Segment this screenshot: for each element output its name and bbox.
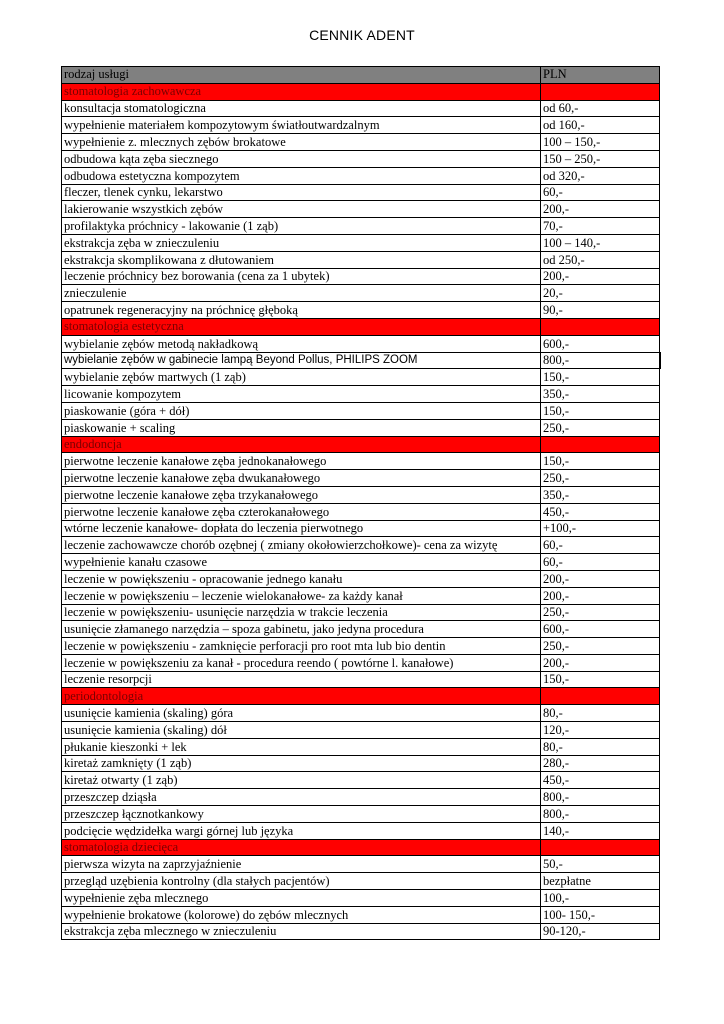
service-name: usunięcie kamienia (skaling) góra xyxy=(62,705,541,722)
table-row xyxy=(62,486,660,503)
service-name: wypełnienie zęba mlecznego xyxy=(62,890,541,907)
service-name: konsultacja stomatologiczna xyxy=(62,100,541,117)
table-row xyxy=(62,621,660,638)
service-price: bezpłatne xyxy=(541,873,660,890)
service-price: 800,- xyxy=(541,352,660,369)
table-row xyxy=(62,587,660,604)
table-row xyxy=(62,705,660,722)
table-row xyxy=(62,654,660,671)
service-price: 100 – 150,- xyxy=(541,134,660,151)
table-row xyxy=(62,184,660,201)
service-price: 450,- xyxy=(541,772,660,789)
service-name: kiretaż otwarty (1 ząb) xyxy=(62,772,541,789)
table-row xyxy=(62,285,660,302)
section-title: stomatologia estetyczna xyxy=(62,318,541,335)
section-header-row xyxy=(62,318,660,335)
service-name: płukanie kieszonki + lek xyxy=(62,738,541,755)
service-price: 100- 150,- xyxy=(541,906,660,923)
section-header-row xyxy=(62,839,660,856)
service-price: 150,- xyxy=(541,369,660,386)
service-name: pierwotne leczenie kanałowe zęba trzykanałowego xyxy=(62,486,541,503)
service-name: ekstrakcja zęba mlecznego w znieczuleniu xyxy=(62,923,541,940)
service-name: wybielanie zębów martwych (1 ząb) xyxy=(62,369,541,386)
service-name: usunięcie kamienia (skaling) dół xyxy=(62,722,541,739)
service-price: 150,- xyxy=(541,453,660,470)
table-header-row xyxy=(62,67,660,84)
table-row xyxy=(62,554,660,571)
table-row xyxy=(62,906,660,923)
table-row xyxy=(62,402,660,419)
service-name: wypełnienie z. mlecznych zębów brokatowe xyxy=(62,134,541,151)
table-row xyxy=(62,251,660,268)
service-name: przeszczep łącznotkankowy xyxy=(62,806,541,823)
table-row xyxy=(62,873,660,890)
service-name: kiretaż zamknięty (1 ząb) xyxy=(62,755,541,772)
table-row xyxy=(62,150,660,167)
table-row xyxy=(62,302,660,319)
table-row xyxy=(62,772,660,789)
service-price: 800,- xyxy=(541,789,660,806)
service-name: piaskowanie + scaling xyxy=(62,419,541,436)
service-name: leczenie w powiększeniu - zamknięcie perforacji pro root mta lub bio dentin xyxy=(62,638,541,655)
service-price: 60,- xyxy=(541,537,660,554)
section-title: stomatologia dziecięca xyxy=(62,839,541,856)
table-row xyxy=(62,268,660,285)
service-name: leczenie w powiększeniu za kanał - procedura reendo ( powtórne l. kanałowe) xyxy=(62,654,541,671)
table-row xyxy=(62,453,660,470)
price-column-header: PLN xyxy=(541,67,660,84)
table-row xyxy=(62,335,660,352)
table-row xyxy=(62,218,660,235)
table-row xyxy=(62,738,660,755)
service-name: leczenie w powiększeniu – leczenie wielokanałowe- za każdy kanał xyxy=(62,587,541,604)
price-table xyxy=(61,66,661,940)
service-name: pierwotne leczenie kanałowe zęba dwukanałowego xyxy=(62,470,541,487)
service-name: fleczer, tlenek cynku, lekarstwo xyxy=(62,184,541,201)
service-price: 200,- xyxy=(541,268,660,285)
table-row xyxy=(62,134,660,151)
service-name: leczenie zachowawcze chorób ozębnej ( zmiany okołowierzchołkowe)- cena za wizytę xyxy=(62,537,541,554)
table-row xyxy=(62,470,660,487)
table-row xyxy=(62,352,660,369)
service-name: profilaktyka próchnicy - lakowanie (1 ząb) xyxy=(62,218,541,235)
service-name: wybielanie zębów metodą nakładkową xyxy=(62,335,541,352)
table-row xyxy=(62,100,660,117)
service-name: ekstrakcja zęba w znieczuleniu xyxy=(62,234,541,251)
section-price-cell xyxy=(541,83,660,100)
service-name: piaskowanie (góra + dół) xyxy=(62,402,541,419)
table-row xyxy=(62,537,660,554)
service-name: wypełnienie kanału czasowe xyxy=(62,554,541,571)
table-row xyxy=(62,117,660,134)
table-row xyxy=(62,369,660,386)
service-price: 100,- xyxy=(541,890,660,907)
service-price: 140,- xyxy=(541,822,660,839)
service-price: 20,- xyxy=(541,285,660,302)
table-row xyxy=(62,570,660,587)
service-price: 150,- xyxy=(541,402,660,419)
service-price: 120,- xyxy=(541,722,660,739)
service-price: 200,- xyxy=(541,587,660,604)
section-header-row xyxy=(62,436,660,453)
service-price: 350,- xyxy=(541,486,660,503)
service-name: przeszczep dziąsła xyxy=(62,789,541,806)
table-row xyxy=(62,604,660,621)
service-price: 600,- xyxy=(541,335,660,352)
table-row xyxy=(62,419,660,436)
table-row xyxy=(62,789,660,806)
service-price: od 160,- xyxy=(541,117,660,134)
section-header-row xyxy=(62,688,660,705)
table-row xyxy=(62,201,660,218)
service-price: 80,- xyxy=(541,705,660,722)
table-row xyxy=(62,722,660,739)
table-row xyxy=(62,386,660,403)
service-name: wypełnienie brokatowe (kolorowe) do zębów mlecznych xyxy=(62,906,541,923)
service-price: 60,- xyxy=(541,554,660,571)
service-price: 70,- xyxy=(541,218,660,235)
section-price-cell xyxy=(541,436,660,453)
service-price: 90,- xyxy=(541,302,660,319)
service-price: 100 – 140,- xyxy=(541,234,660,251)
service-price: 600,- xyxy=(541,621,660,638)
service-price: 350,- xyxy=(541,386,660,403)
service-price: 250,- xyxy=(541,419,660,436)
service-price: 200,- xyxy=(541,570,660,587)
table-row xyxy=(62,671,660,688)
service-name: leczenie w powiększeniu - opracowanie jednego kanału xyxy=(62,570,541,587)
service-price: od 320,- xyxy=(541,167,660,184)
service-price: 60,- xyxy=(541,184,660,201)
service-name: pierwotne leczenie kanałowe zęba czterokanałowego xyxy=(62,503,541,520)
service-name: leczenie resorpcji xyxy=(62,671,541,688)
service-name: lakierowanie wszystkich zębów xyxy=(62,201,541,218)
service-price: 280,- xyxy=(541,755,660,772)
service-name: usunięcie złamanego narzędzia – spoza gabinetu, jako jedyna procedura xyxy=(62,621,541,638)
service-name: leczenie próchnicy bez borowania (cena za 1 ubytek) xyxy=(62,268,541,285)
table-row xyxy=(62,755,660,772)
table-row xyxy=(62,822,660,839)
service-price: 200,- xyxy=(541,201,660,218)
service-price: 50,- xyxy=(541,856,660,873)
service-price: 800,- xyxy=(541,806,660,823)
table-row xyxy=(62,234,660,251)
service-name: opatrunek regeneracyjny na próchnicę głęboką xyxy=(62,302,541,319)
table-row xyxy=(62,638,660,655)
page-title: CENNIK ADENT xyxy=(309,27,415,43)
service-name: odbudowa kąta zęba siecznego xyxy=(62,150,541,167)
service-price: 150,- xyxy=(541,671,660,688)
section-header-row xyxy=(62,83,660,100)
service-price: 150 – 250,- xyxy=(541,150,660,167)
table-row xyxy=(62,167,660,184)
service-price: od 60,- xyxy=(541,100,660,117)
table-row xyxy=(62,503,660,520)
service-price: +100,- xyxy=(541,520,660,537)
section-title: endodoncja xyxy=(62,436,541,453)
service-name: przegląd uzębienia kontrolny (dla stałych pacjentów) xyxy=(62,873,541,890)
service-price: 250,- xyxy=(541,638,660,655)
service-price: 80,- xyxy=(541,738,660,755)
service-name: pierwsza wizyta na zaprzyjaźnienie xyxy=(62,856,541,873)
service-price: 450,- xyxy=(541,503,660,520)
table-row xyxy=(62,520,660,537)
service-price: 90-120,- xyxy=(541,923,660,940)
service-price: 250,- xyxy=(541,604,660,621)
section-price-cell xyxy=(541,318,660,335)
service-name: wtórne leczenie kanałowe- dopłata do leczenia pierwotnego xyxy=(62,520,541,537)
service-name: licowanie kompozytem xyxy=(62,386,541,403)
table-row xyxy=(62,806,660,823)
section-price-cell xyxy=(541,688,660,705)
section-title: periodontologia xyxy=(62,688,541,705)
table-row xyxy=(62,923,660,940)
service-name: pierwotne leczenie kanałowe zęba jednokanałowego xyxy=(62,453,541,470)
service-name: leczenie w powiększeniu- usunięcie narzędzia w trakcie leczenia xyxy=(62,604,541,621)
service-name: wybielanie zębów w gabinecie lampą Beyond Pollus, PHILIPS ZOOM xyxy=(62,352,541,369)
service-column-header: rodzaj usługi xyxy=(62,67,541,84)
service-price: 250,- xyxy=(541,470,660,487)
table-row xyxy=(62,856,660,873)
service-name: odbudowa estetyczna kompozytem xyxy=(62,167,541,184)
service-name: ekstrakcja skomplikowana z dłutowaniem xyxy=(62,251,541,268)
table-row xyxy=(62,890,660,907)
service-price: od 250,- xyxy=(541,251,660,268)
service-name: wypełnienie materiałem kompozytowym światłoutwardzalnym xyxy=(62,117,541,134)
section-price-cell xyxy=(541,839,660,856)
service-name: podcięcie wędzidełka wargi górnej lub języka xyxy=(62,822,541,839)
service-price: 200,- xyxy=(541,654,660,671)
section-title: stomatologia zachowawcza xyxy=(62,83,541,100)
service-name: znieczulenie xyxy=(62,285,541,302)
